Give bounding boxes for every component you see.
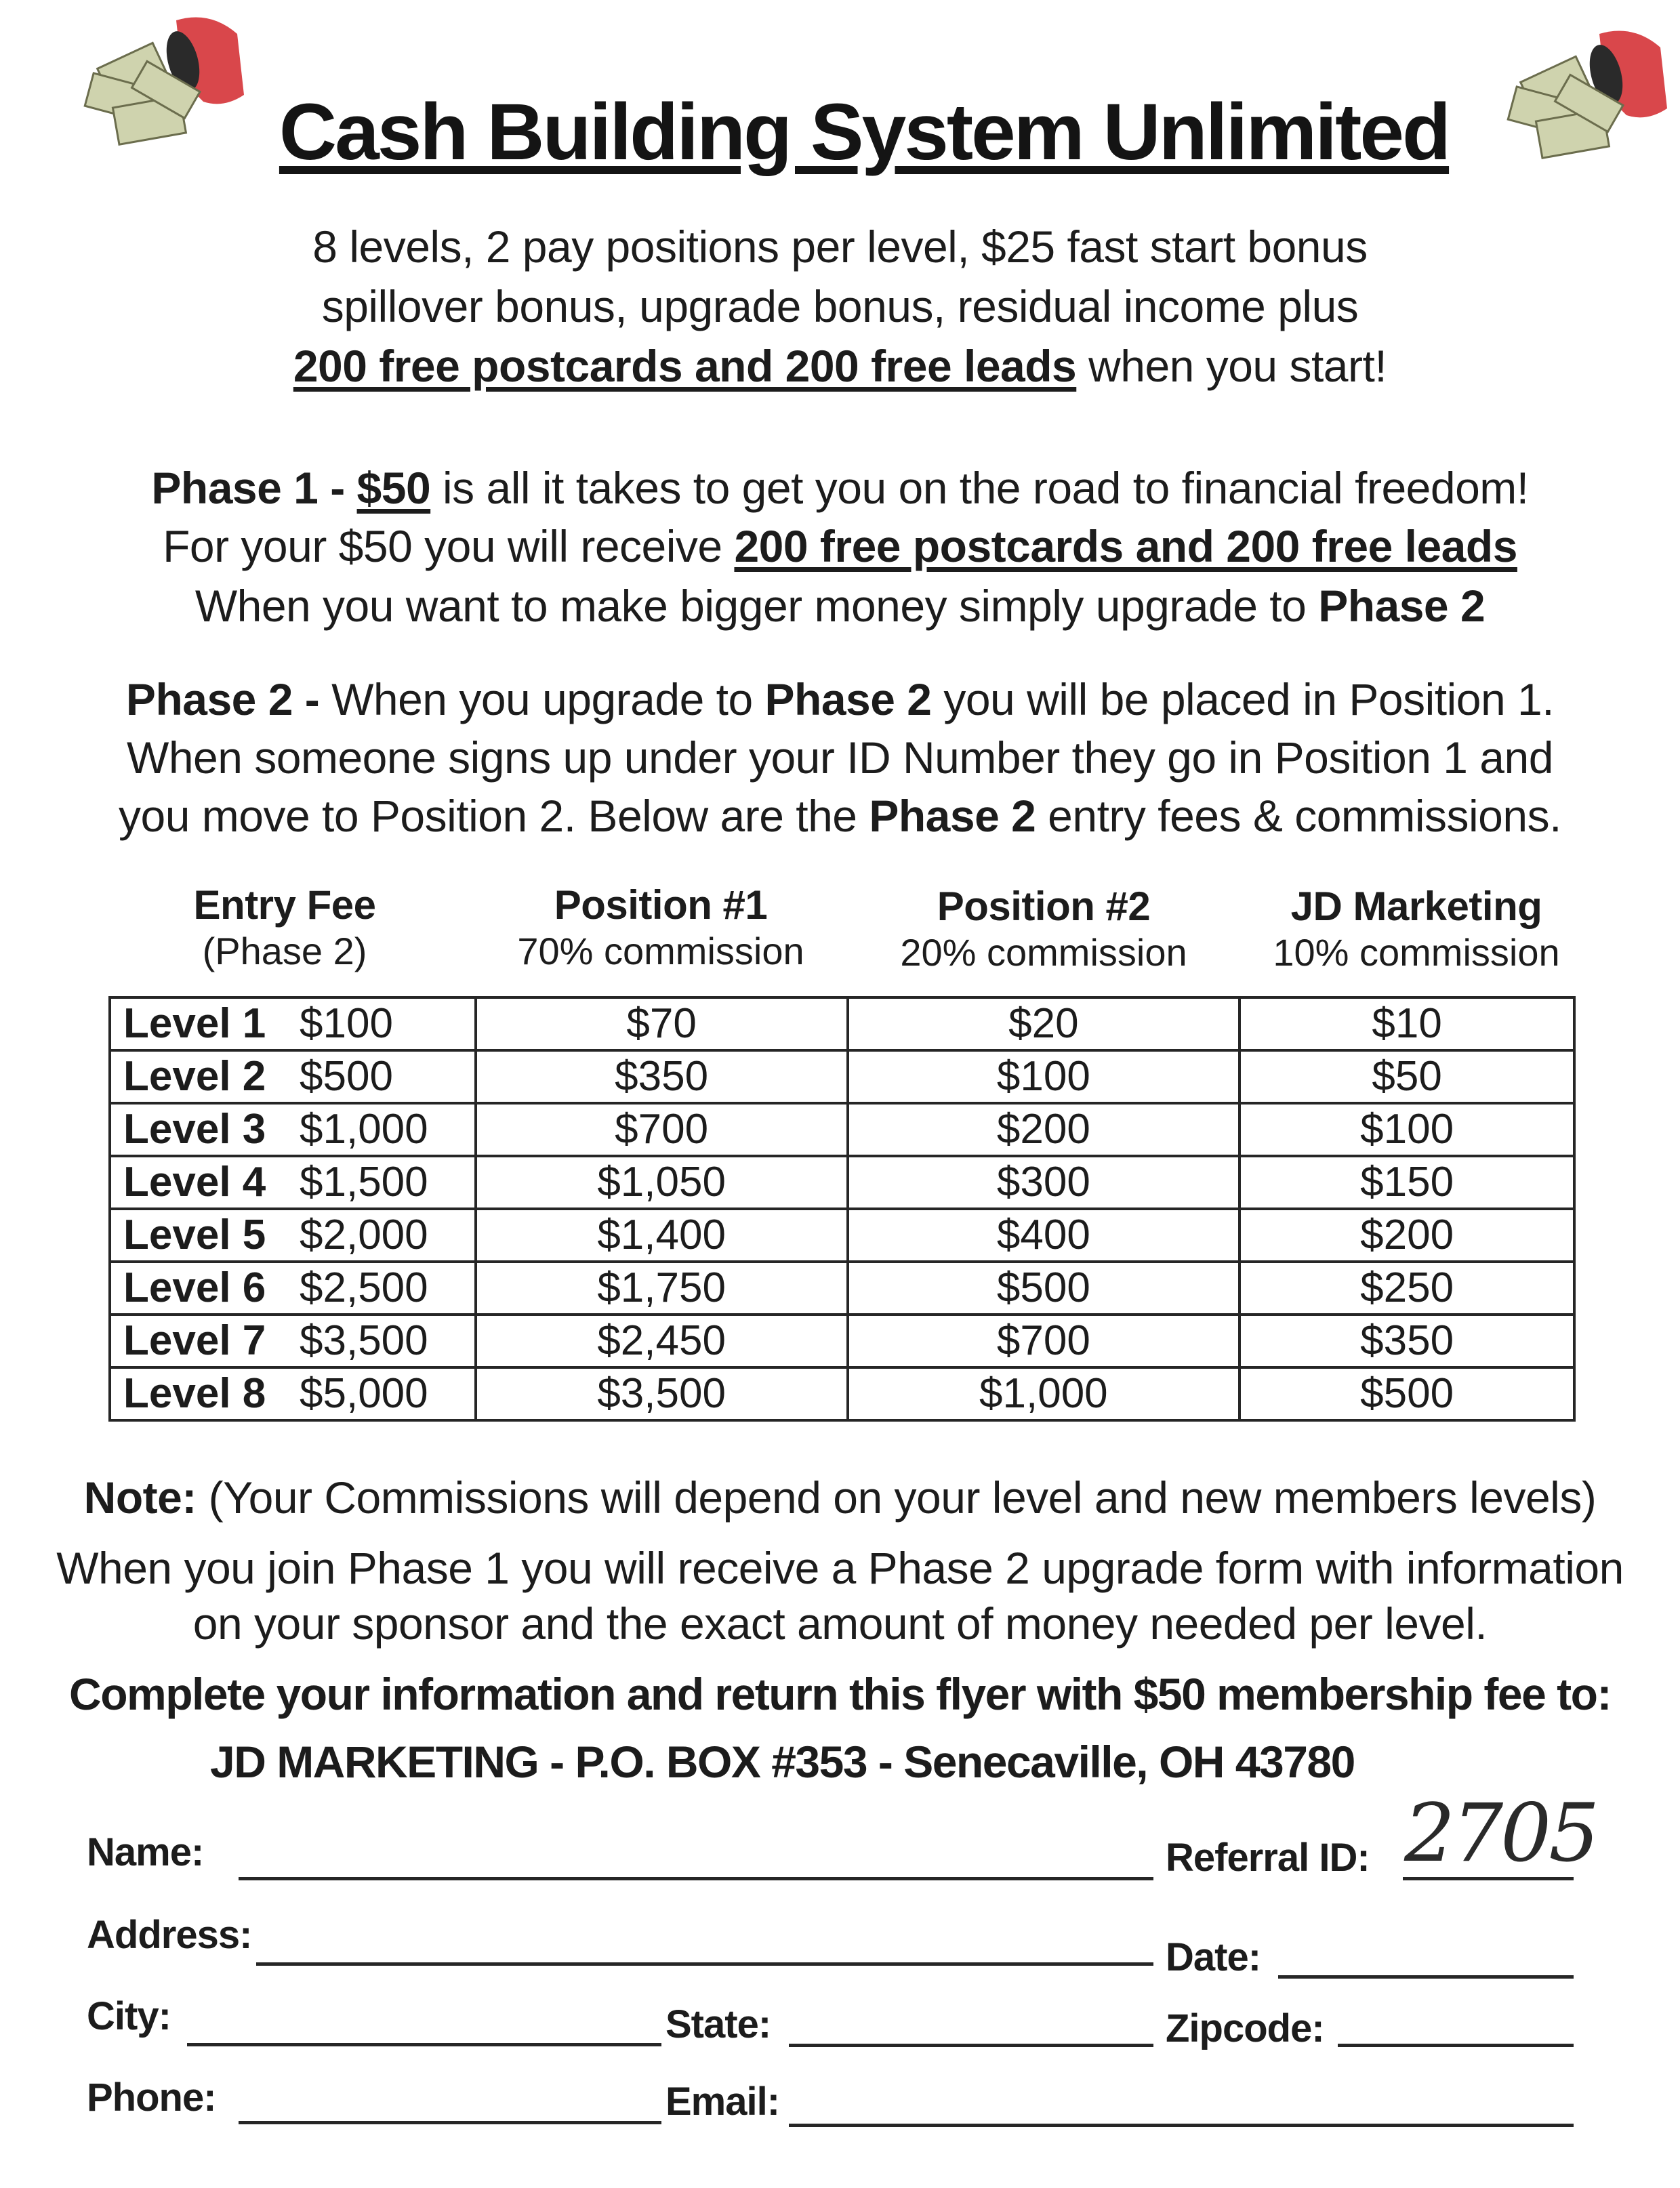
entry-fee-cell bbox=[110, 1315, 476, 1367]
jd-marketing-commission: $10 bbox=[1239, 997, 1574, 1050]
level-name: Level 1 bbox=[123, 1000, 266, 1047]
entry-fee-cell bbox=[110, 1262, 476, 1315]
email-label: Email: bbox=[665, 2080, 780, 2124]
table-row bbox=[110, 1156, 1574, 1209]
phase2-line-1-bold: Phase 2 bbox=[764, 674, 932, 724]
page-title: Cash Building System Unlimited bbox=[279, 87, 1450, 177]
position-2-commission: $400 bbox=[848, 1209, 1240, 1262]
position-1-commission: $1,750 bbox=[476, 1262, 848, 1315]
phase2-line-3-a: you move to Position 2. Below are the bbox=[119, 791, 869, 841]
phase1-line-1 bbox=[0, 458, 1680, 518]
mailbox-with-cash-icon bbox=[75, 7, 251, 163]
table-row bbox=[110, 1367, 1574, 1420]
phase1-price: $50 bbox=[356, 463, 431, 513]
mailing-address: JD MARKETING - P.O. BOX #353 - Senecaville, OH 43780 bbox=[210, 1737, 1355, 1787]
intro-line-1: 8 levels, 2 pay positions per level, $25 fast start bonus bbox=[312, 222, 1368, 272]
position-1-commission: $70 bbox=[476, 997, 848, 1050]
entry-fee-cell bbox=[110, 1367, 476, 1420]
date-field[interactable] bbox=[1278, 1975, 1574, 1979]
intro-free-offer: 200 free postcards and 200 free leads bbox=[293, 341, 1077, 391]
phase2-line-1-a: When you upgrade to bbox=[331, 674, 765, 724]
position-2-commission: $20 bbox=[848, 997, 1240, 1050]
column-header-jd-marketing bbox=[1240, 882, 1593, 974]
phase2-line-3-bold: Phase 2 bbox=[869, 791, 1036, 841]
date-label: Date: bbox=[1166, 1935, 1261, 1979]
phase1-label: Phase 1 - bbox=[151, 463, 357, 513]
level-name: Level 3 bbox=[123, 1106, 266, 1153]
table-row bbox=[110, 1103, 1574, 1156]
position-2-commission: $700 bbox=[848, 1315, 1240, 1367]
jd-marketing-commission: $500 bbox=[1239, 1367, 1574, 1420]
position-2-commission: $100 bbox=[848, 1050, 1240, 1103]
level-name: Level 7 bbox=[123, 1317, 266, 1364]
commission-table bbox=[108, 996, 1576, 1422]
phone-field[interactable] bbox=[239, 2121, 661, 2124]
intro-line-2: spillover bonus, upgrade bonus, residual income plus bbox=[321, 281, 1359, 331]
level-name: Level 8 bbox=[123, 1370, 266, 1417]
entry-fee: $2,000 bbox=[300, 1212, 428, 1258]
column-title: Position #1 bbox=[554, 882, 768, 928]
phase2-line-1-b: you will be placed in Position 1. bbox=[931, 674, 1555, 724]
column-title: Position #2 bbox=[937, 884, 1151, 929]
zipcode-label: Zipcode: bbox=[1166, 2006, 1324, 2050]
mailbox-with-cash-icon bbox=[1498, 20, 1674, 176]
position-2-commission: $200 bbox=[848, 1103, 1240, 1156]
entry-fee: $500 bbox=[300, 1053, 393, 1100]
table-row bbox=[110, 997, 1574, 1050]
entry-fee: $3,500 bbox=[300, 1317, 428, 1364]
column-header-entry-fee bbox=[108, 881, 461, 973]
phone-label: Phone: bbox=[87, 2076, 216, 2120]
commission-note bbox=[0, 1468, 1680, 1527]
column-subtitle: (Phase 2) bbox=[202, 930, 367, 972]
state-field[interactable] bbox=[789, 2044, 1153, 2047]
phase1-line-3 bbox=[0, 576, 1680, 636]
entry-fee: $1,000 bbox=[300, 1106, 428, 1153]
city-field[interactable] bbox=[187, 2043, 661, 2046]
column-subtitle: 20% commission bbox=[900, 931, 1187, 974]
phase2-line-3 bbox=[0, 786, 1680, 846]
entry-fee: $1,500 bbox=[300, 1159, 428, 1205]
city-label: City: bbox=[87, 1994, 171, 2038]
address-field[interactable] bbox=[256, 1962, 1153, 1966]
entry-fee-cell bbox=[110, 1050, 476, 1103]
column-subtitle: 10% commission bbox=[1273, 931, 1560, 974]
entry-fee-cell bbox=[110, 1209, 476, 1262]
complete-instructions: Complete your information and return this flyer with $50 membership fee to: bbox=[69, 1669, 1611, 1719]
state-label: State: bbox=[665, 2002, 771, 2046]
table-row bbox=[110, 1050, 1574, 1103]
level-name: Level 5 bbox=[123, 1212, 266, 1258]
jd-marketing-commission: $200 bbox=[1239, 1209, 1574, 1262]
note-text: (Your Commissions will depend on your level and new members levels) bbox=[196, 1472, 1597, 1523]
intro-line-3-rest: when you start! bbox=[1076, 341, 1387, 391]
column-header-position-1 bbox=[474, 881, 847, 973]
position-2-commission: $1,000 bbox=[848, 1367, 1240, 1420]
column-title: Entry Fee bbox=[193, 882, 376, 928]
jd-marketing-commission: $100 bbox=[1239, 1103, 1574, 1156]
email-field[interactable] bbox=[789, 2124, 1574, 2127]
phase2-line-3-b: entry fees & commissions. bbox=[1036, 791, 1561, 841]
position-1-commission: $700 bbox=[476, 1103, 848, 1156]
phase1-line-3-start: When you want to make bigger money simply upgrade to bbox=[194, 581, 1319, 631]
level-name: Level 4 bbox=[123, 1159, 266, 1205]
phase2-line-1 bbox=[0, 669, 1680, 729]
phase1-line-2 bbox=[0, 516, 1680, 576]
level-name: Level 6 bbox=[123, 1264, 266, 1311]
position-1-commission: $1,400 bbox=[476, 1209, 848, 1262]
join-line-1: When you join Phase 1 you will receive a Phase 2 upgrade form with information bbox=[56, 1543, 1624, 1593]
position-1-commission: $350 bbox=[476, 1050, 848, 1103]
join-line-2: on your sponsor and the exact amount of money needed per level. bbox=[192, 1598, 1488, 1649]
entry-fee: $100 bbox=[300, 1000, 393, 1047]
column-title: JD Marketing bbox=[1290, 884, 1542, 929]
name-field[interactable] bbox=[239, 1877, 1153, 1880]
zipcode-field[interactable] bbox=[1338, 2044, 1574, 2047]
position-1-commission: $2,450 bbox=[476, 1315, 848, 1367]
address-label: Address: bbox=[87, 1913, 252, 1957]
phase1-free-offer: 200 free postcards and 200 free leads bbox=[734, 521, 1517, 571]
phase1-line-1-rest: is all it takes to get you on the road to financial freedom! bbox=[430, 463, 1529, 513]
table-row bbox=[110, 1209, 1574, 1262]
column-header-position-2 bbox=[847, 882, 1240, 974]
entry-fee: $5,000 bbox=[300, 1370, 428, 1417]
jd-marketing-commission: $350 bbox=[1239, 1315, 1574, 1367]
name-label: Name: bbox=[87, 1830, 204, 1874]
table-row bbox=[110, 1315, 1574, 1367]
phase1-line-3-bold: Phase 2 bbox=[1318, 581, 1486, 631]
position-1-commission: $3,500 bbox=[476, 1367, 848, 1420]
jd-marketing-commission: $150 bbox=[1239, 1156, 1574, 1209]
jd-marketing-commission: $250 bbox=[1239, 1262, 1574, 1315]
jd-marketing-commission: $50 bbox=[1239, 1050, 1574, 1103]
entry-fee: $2,500 bbox=[300, 1264, 428, 1311]
phase2-line-2: When someone signs up under your ID Number they go in Position 1 and bbox=[127, 732, 1553, 783]
phase1-line-2-start: For your $50 you will receive bbox=[163, 521, 735, 571]
intro-line-3 bbox=[0, 336, 1680, 396]
position-2-commission: $500 bbox=[848, 1262, 1240, 1315]
referral-id-value: 2705 bbox=[1404, 1786, 1597, 1880]
column-subtitle: 70% commission bbox=[517, 930, 804, 972]
position-2-commission: $300 bbox=[848, 1156, 1240, 1209]
note-label: Note: bbox=[83, 1472, 197, 1523]
table-row bbox=[110, 1262, 1574, 1315]
entry-fee-cell bbox=[110, 1103, 476, 1156]
level-name: Level 2 bbox=[123, 1053, 266, 1100]
phase2-label: Phase 2 - bbox=[125, 674, 332, 724]
referral-id-label: Referral ID: bbox=[1166, 1836, 1370, 1880]
position-1-commission: $1,050 bbox=[476, 1156, 848, 1209]
entry-fee-cell bbox=[110, 1156, 476, 1209]
entry-fee-cell bbox=[110, 997, 476, 1050]
